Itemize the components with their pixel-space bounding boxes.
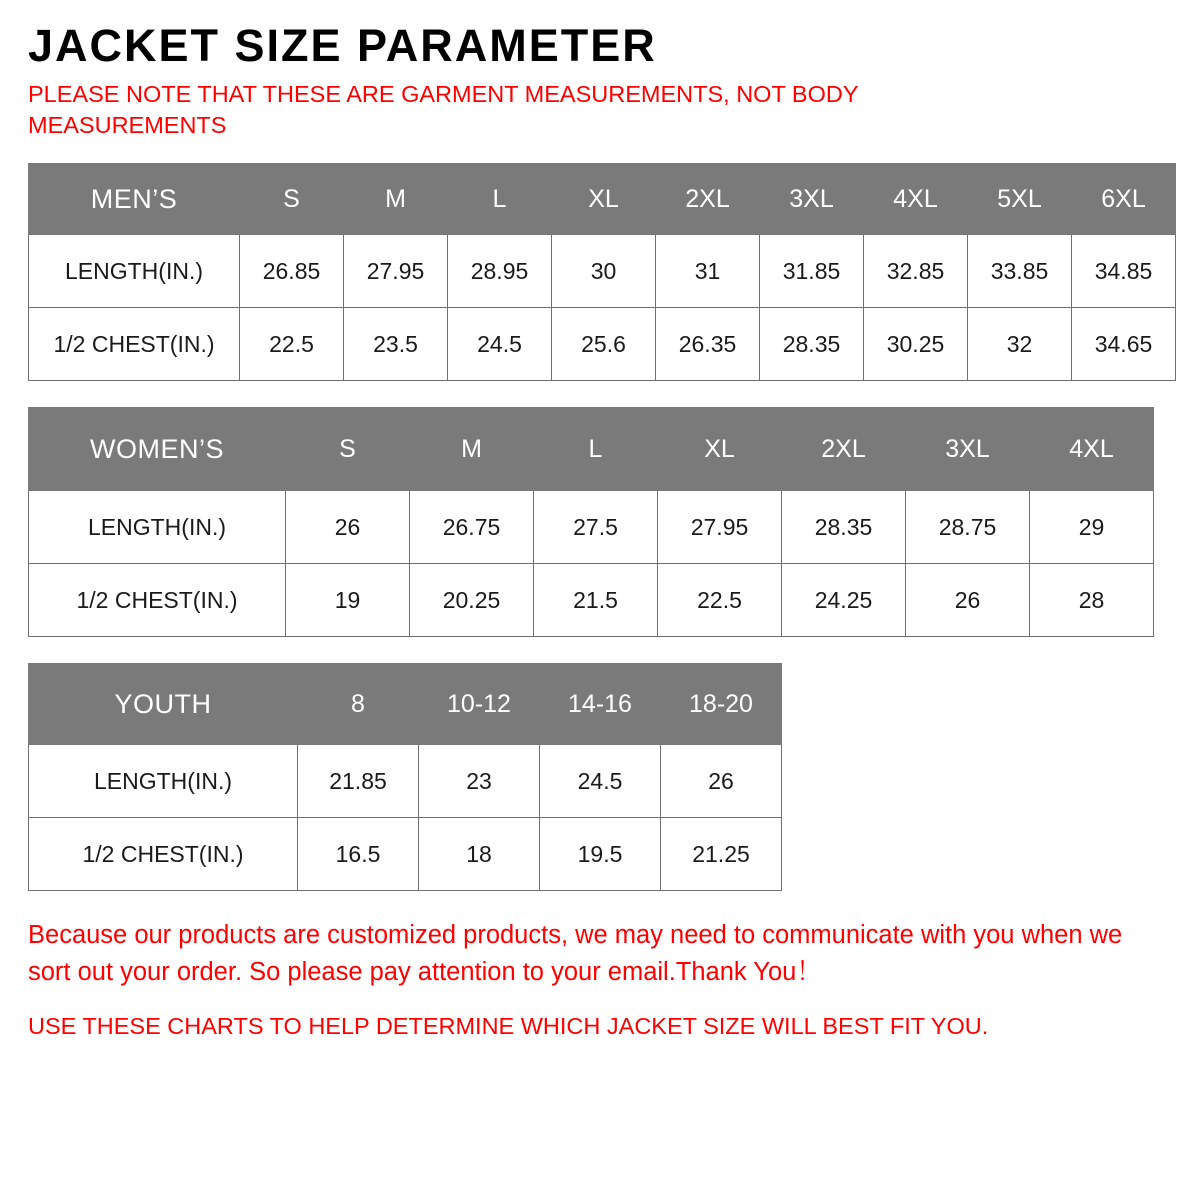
cell: 27.5 — [534, 491, 658, 564]
mens-size-header: 3XL — [760, 164, 864, 235]
cell: 26 — [286, 491, 410, 564]
cell: 26 — [661, 745, 782, 818]
footer-notes — [28, 917, 1172, 1043]
cell: 31 — [656, 235, 760, 308]
cell: 21.5 — [534, 564, 658, 637]
table-header-row — [29, 408, 1154, 491]
cell: 19.5 — [540, 818, 661, 891]
cell: 19 — [286, 564, 410, 637]
cell: 31.85 — [760, 235, 864, 308]
table-row — [29, 308, 1176, 381]
womens-size-table — [28, 407, 1154, 637]
cell: 26.35 — [656, 308, 760, 381]
row-label: 1/2 CHEST(IN.) — [29, 818, 298, 891]
mens-table-corner-label: MEN’S — [29, 164, 240, 235]
cell: 30.25 — [864, 308, 968, 381]
cell: 24.25 — [782, 564, 906, 637]
footer-note-customized: Because our products are customized products, we may need to communicate with you when we sort out your order. So please pay attention to your email.Thank You！ — [28, 921, 1123, 987]
page-title: JACKET SIZE PARAMETER — [28, 20, 657, 71]
youth-table-corner-label: YOUTH — [29, 664, 298, 745]
cell: 22.5 — [658, 564, 782, 637]
mens-size-header: 6XL — [1072, 164, 1176, 235]
cell: 34.65 — [1072, 308, 1176, 381]
table-row — [29, 235, 1176, 308]
cell: 23.5 — [344, 308, 448, 381]
cell: 34.85 — [1072, 235, 1176, 308]
womens-size-header: 4XL — [1030, 408, 1154, 491]
youth-size-header: 18-20 — [661, 664, 782, 745]
row-label: 1/2 CHEST(IN.) — [29, 308, 240, 381]
cell: 20.25 — [410, 564, 534, 637]
mens-size-header: S — [240, 164, 344, 235]
womens-size-header: M — [410, 408, 534, 491]
cell: 18 — [419, 818, 540, 891]
row-label: LENGTH(IN.) — [29, 491, 286, 564]
youth-size-header: 14-16 — [540, 664, 661, 745]
cell: 28.95 — [448, 235, 552, 308]
cell: 28.75 — [906, 491, 1030, 564]
womens-size-header: 3XL — [906, 408, 1030, 491]
measurement-note: PLEASE NOTE THAT THESE ARE GARMENT MEASUREMENTS, NOT BODY MEASUREMENTS — [28, 81, 859, 139]
womens-size-header: 2XL — [782, 408, 906, 491]
cell: 26.75 — [410, 491, 534, 564]
youth-size-header: 10-12 — [419, 664, 540, 745]
mens-size-header: XL — [552, 164, 656, 235]
cell: 28 — [1030, 564, 1154, 637]
cell: 16.5 — [298, 818, 419, 891]
table-header-row — [29, 164, 1176, 235]
table-row — [29, 564, 1154, 637]
womens-size-header: L — [534, 408, 658, 491]
cell: 24.5 — [540, 745, 661, 818]
footer-note-charts: USE THESE CHARTS TO HELP DETERMINE WHICH JACKET SIZE WILL BEST FIT YOU. — [28, 1013, 989, 1040]
cell: 26 — [906, 564, 1030, 637]
youth-size-table — [28, 663, 782, 891]
table-row — [29, 491, 1154, 564]
cell: 26.85 — [240, 235, 344, 308]
cell: 22.5 — [240, 308, 344, 381]
row-label: 1/2 CHEST(IN.) — [29, 564, 286, 637]
mens-size-table — [28, 163, 1176, 381]
mens-size-header: L — [448, 164, 552, 235]
cell: 21.85 — [298, 745, 419, 818]
cell: 28.35 — [760, 308, 864, 381]
cell: 29 — [1030, 491, 1154, 564]
womens-size-header: XL — [658, 408, 782, 491]
cell: 32.85 — [864, 235, 968, 308]
mens-size-header: M — [344, 164, 448, 235]
cell: 32 — [968, 308, 1072, 381]
cell: 28.35 — [782, 491, 906, 564]
womens-table-corner-label: WOMEN’S — [29, 408, 286, 491]
cell: 30 — [552, 235, 656, 308]
mens-size-header: 4XL — [864, 164, 968, 235]
cell: 33.85 — [968, 235, 1072, 308]
cell: 24.5 — [448, 308, 552, 381]
youth-size-header: 8 — [298, 664, 419, 745]
cell: 27.95 — [658, 491, 782, 564]
cell: 23 — [419, 745, 540, 818]
cell: 21.25 — [661, 818, 782, 891]
table-row — [29, 745, 782, 818]
row-label: LENGTH(IN.) — [29, 235, 240, 308]
womens-size-header: S — [286, 408, 410, 491]
mens-size-header: 2XL — [656, 164, 760, 235]
row-label: LENGTH(IN.) — [29, 745, 298, 818]
cell: 25.6 — [552, 308, 656, 381]
mens-size-header: 5XL — [968, 164, 1072, 235]
table-header-row — [29, 664, 782, 745]
table-row — [29, 818, 782, 891]
cell: 27.95 — [344, 235, 448, 308]
